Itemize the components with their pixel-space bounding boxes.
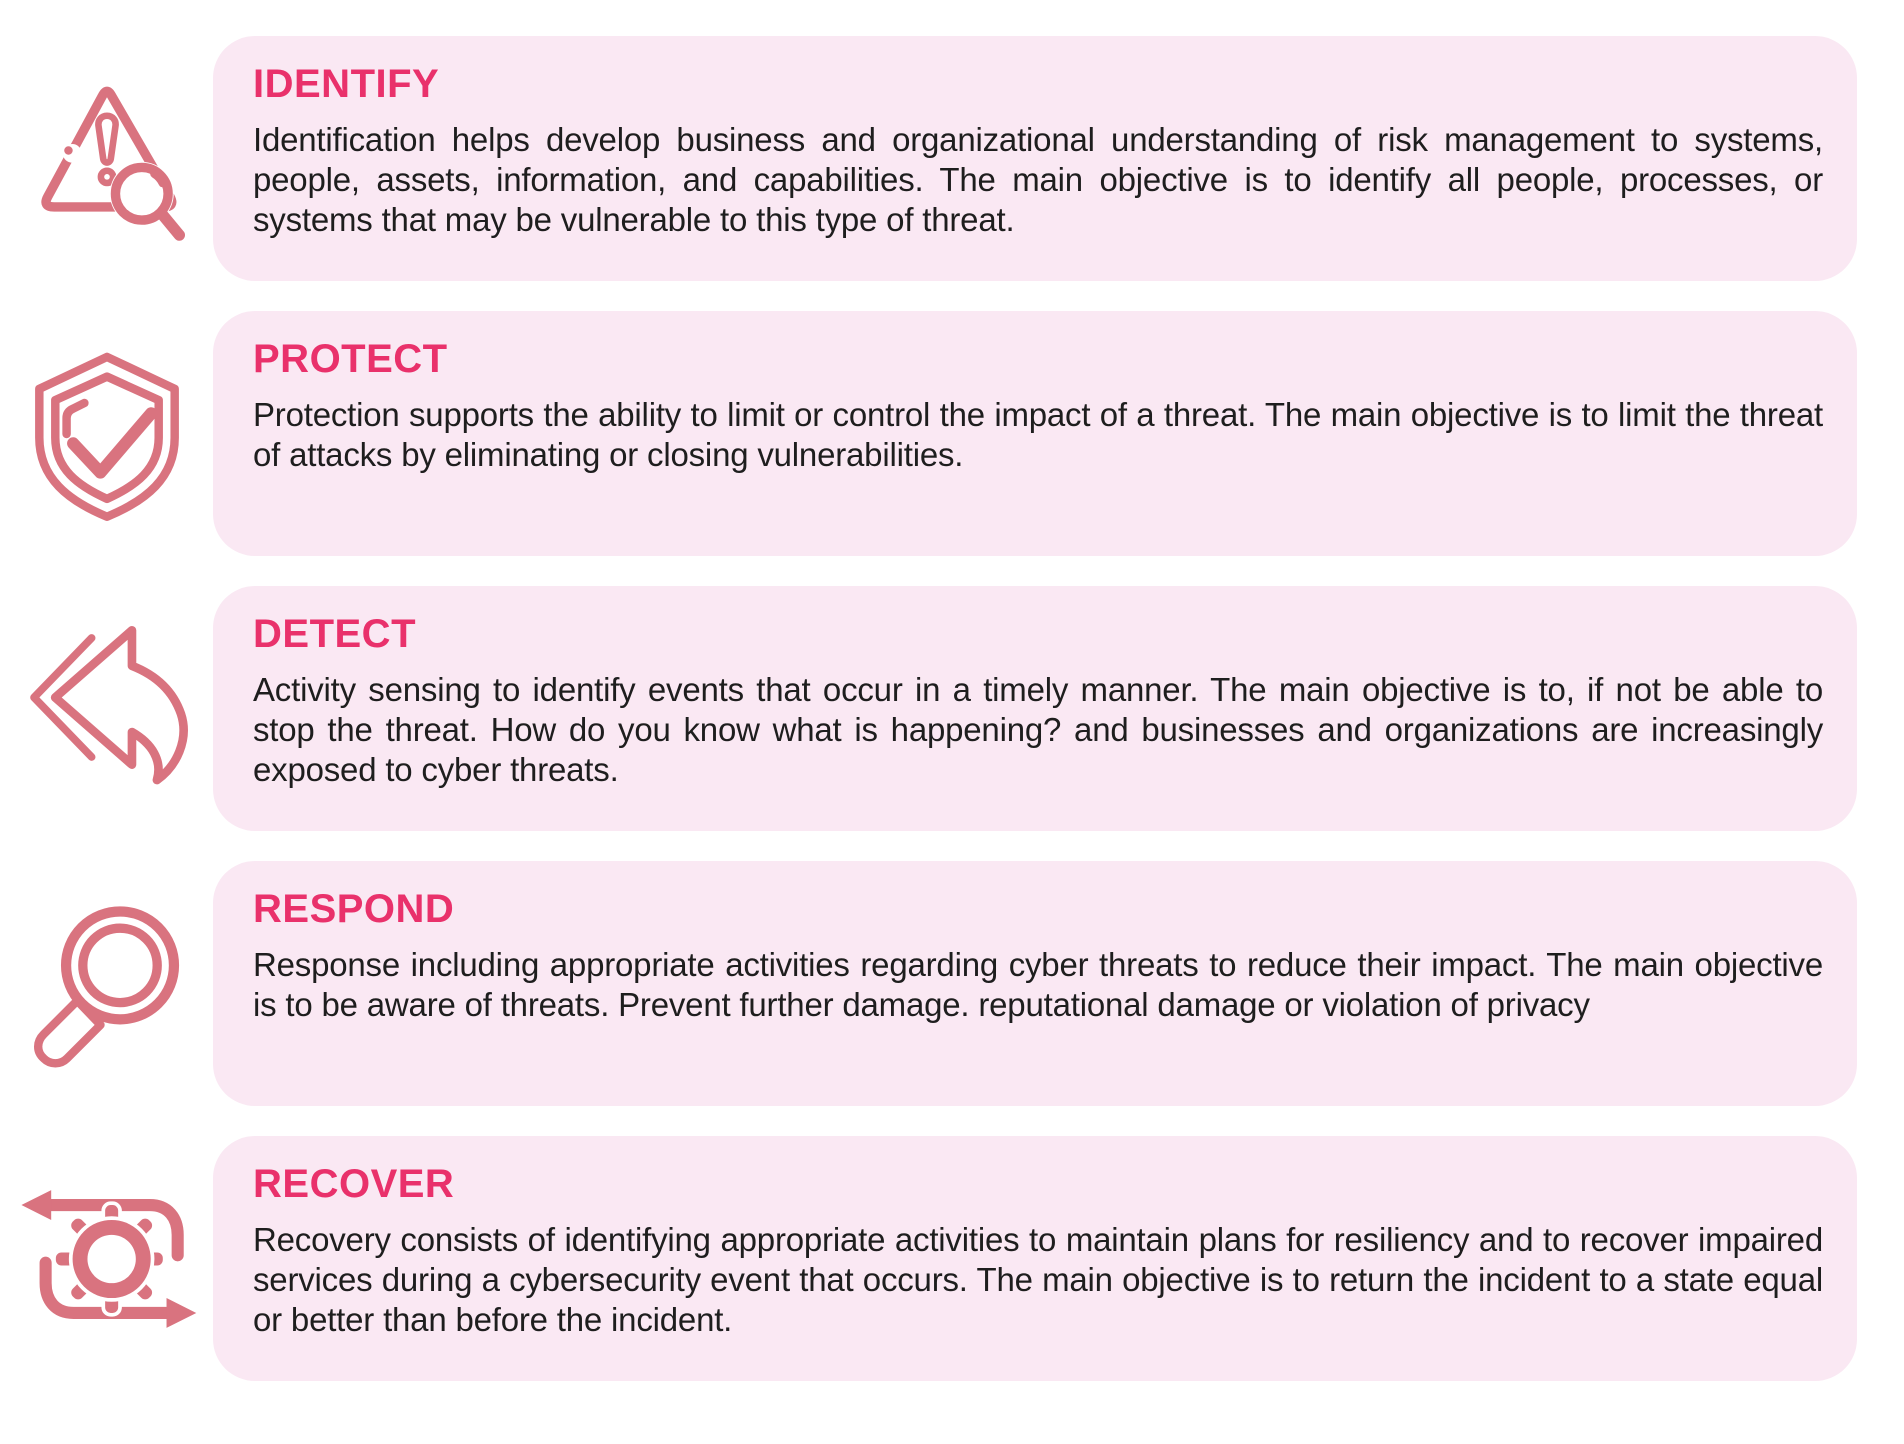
protect-description: Protection supports the ability to limit or control the impact of a threat. The main objective is to limit the threat of attacks by eliminating or closing vulnerabilities.: [253, 396, 1823, 473]
detect-description: Activity sensing to identify events that occur in a timely manner. The main objective is to, if not be able to stop the threat. How do you know what is happening? and businesses and organizations are increasingly exposed to cyber threats.: [253, 671, 1823, 788]
framework-row-recover: [0, 1136, 1857, 1381]
framework-row-detect: [0, 586, 1857, 831]
respond-description: Response including appropriate activities regarding cyber threats to reduce their impact. The main objective is to be aware of threats. Prevent further damage. reputational damage or violation of privacy: [253, 946, 1823, 1023]
gear-cycle-icon: [14, 1166, 200, 1352]
magnifier-icon: [14, 891, 200, 1077]
framework-row-protect: [0, 311, 1857, 556]
protect-card: [213, 311, 1857, 556]
respond-icon-column: [0, 891, 213, 1077]
identify-description: Identification helps develop business and organizational understanding of risk management to systems, people, assets, information, and capabilities. The main objective is to identify all people, processes, or systems that may be vulnerable to this type of threat.: [253, 121, 1823, 238]
undo-arrow-icon: [11, 613, 203, 805]
detect-icon-column: [0, 613, 213, 805]
respond-card: [213, 861, 1857, 1106]
protect-icon-column: [0, 340, 213, 528]
framework-row-identify: [0, 36, 1857, 281]
shield-check-icon: [13, 340, 201, 528]
protect-title: PROTECT: [253, 337, 448, 381]
detect-card: [213, 586, 1857, 831]
framework-row-respond: [0, 861, 1857, 1106]
recover-icon-column: [0, 1166, 213, 1352]
recover-card: [213, 1136, 1857, 1381]
recover-title: RECOVER: [253, 1162, 455, 1206]
identify-title: IDENTIFY: [253, 62, 440, 106]
identify-icon-column: [0, 65, 213, 253]
detect-title: DETECT: [253, 612, 416, 656]
recover-description: Recovery consists of identifying appropriate activities to maintain plans for resiliency and to recover impaired services during a cybersecurity event that occurs. The main objective is to return the incident to a state equal or better than before the incident.: [253, 1221, 1823, 1338]
identify-card: [213, 36, 1857, 281]
warning-search-icon: [13, 65, 201, 253]
respond-title: RESPOND: [253, 887, 455, 931]
